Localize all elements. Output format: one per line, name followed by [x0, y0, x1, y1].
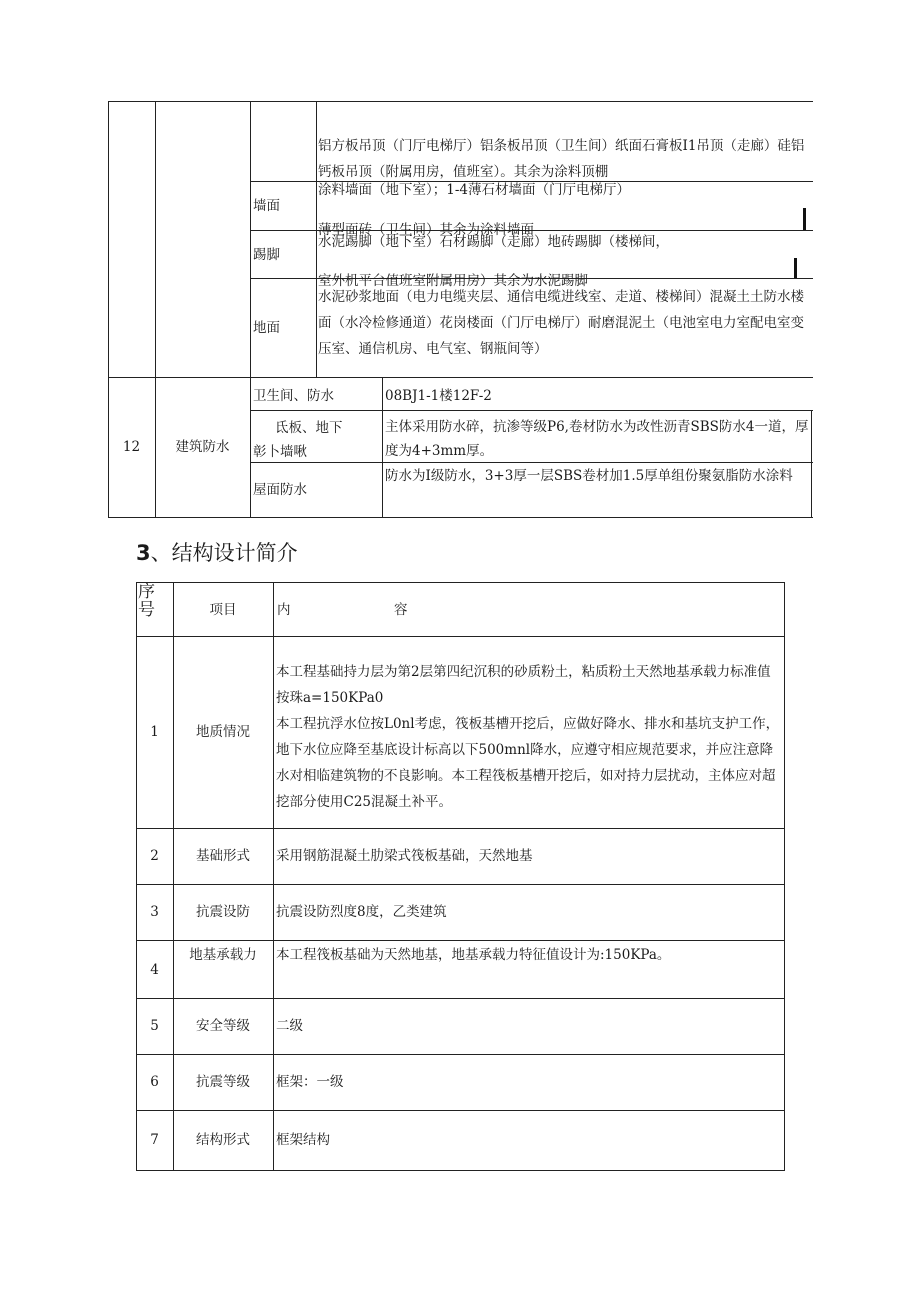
skirting-label: 踢脚	[253, 247, 280, 263]
wall-label: 墙面	[253, 198, 280, 214]
roof-waterproof-text: 防水为I级防水，3+3厚一层SBS卷材加1.5厚单组份聚氨脂防水涂料	[385, 468, 793, 484]
header-content-a: 内	[277, 602, 291, 618]
waterproof-category: 建筑防水	[175, 439, 230, 455]
row-6-content: 框架：一级	[276, 1074, 344, 1090]
row-3-no: 3	[150, 904, 159, 920]
basement-waterproof-label-line1: 氐板、地下	[275, 420, 343, 436]
skirting-text-line2: 室外机平台值班室附属用房）其余为水泥踢脚	[318, 273, 588, 289]
row-3-content: 抗震设防烈度8度，乙类建筑	[276, 904, 447, 920]
roof-waterproof-label: 屋面防水	[253, 482, 307, 498]
row-4-item: 地基承载力	[189, 947, 257, 963]
wall-text-line1: 涂料墙面（地下室）；1-4薄石材墙面（门厅电梯厅）	[318, 182, 630, 198]
floor-text: 水泥砂浆地面（电力电缆夹层、通信电缆进线室、走道、楼梯间）混凝土土防水楼面（水冷检修通道）花岗楼面（门厅电梯厅）耐磨混泥土（电池室电力室配电室变压室、通信机房、电气室、钢瓶间等）	[318, 289, 804, 357]
row-5-no: 5	[150, 1018, 159, 1034]
row-number-12: 12	[122, 439, 141, 455]
section-number: 3	[136, 541, 151, 565]
row-6-item: 抗震等级	[196, 1074, 250, 1090]
row-1-item: 地质情况	[196, 724, 250, 740]
row-1-no: 1	[150, 724, 159, 740]
ceiling-text: 铝方板吊顶（门厅电梯厅）铝条板吊顶（卫生间）纸面石膏板I1吊顶（走廊）硅铝钙板吊顶（附属用房，值班室）。其余为涂料顶棚	[318, 138, 805, 180]
row-2-item: 基础形式	[196, 848, 250, 864]
row-5-item: 安全等级	[196, 1018, 250, 1034]
section-separator: 、	[150, 541, 172, 565]
row-4-content: 本工程筏板基础为天然地基，地基承载力特征值设计为:150KPa。	[276, 947, 671, 963]
row-7-content: 框架结构	[276, 1132, 330, 1148]
section-title: 结构设计简介	[171, 541, 298, 565]
row-2-content: 采用钢筋混凝土肋梁式筏板基础，天然地基	[276, 848, 533, 864]
wall-text-line2: 薄型面砖（卫生间）其余为涂料墙面	[318, 222, 534, 238]
bathroom-waterproof-label: 卫生间、防水	[253, 388, 334, 404]
section-heading	[136, 537, 298, 567]
header-item: 项目	[209, 602, 237, 618]
basement-waterproof-label-line2: 彰卜墙啾	[253, 444, 307, 460]
header-no-line2: 号	[138, 600, 155, 620]
header-no-line1: 序	[138, 582, 155, 602]
row-5-content: 二级	[276, 1018, 303, 1034]
row-4-no: 4	[150, 962, 159, 978]
basement-waterproof-text: 主体采用防水碎，抗渗等级P6,卷材防水为改性沥青SBS防水4一道，厚度为4+3mm厚。	[385, 419, 809, 459]
row-6-no: 6	[150, 1074, 159, 1090]
bathroom-waterproof-text: 08BJ1-1楼12F-2	[385, 388, 492, 404]
floor-label: 地面	[253, 320, 280, 336]
skirting-text-line1: 水泥踢脚（地下室）石材踢脚（走廊）地砖踢脚（楼梯间，	[318, 234, 669, 250]
header-no	[138, 583, 155, 619]
row-1-content: 本工程基础持力层为第2层第四纪沉积的砂质粉土，粘质粉土天然地基承载力标准值按珠a=150KPa0 本工程抗浮水位按L0nl考虑，筏板基槽开挖后，应做好降水、排水和基坑支护工作，地下水位应降至基底设计标高以下500mnl降水，应遵守相应规范要求，并应注意降水对相临建筑物的不良影响。本工程筏板基槽开挖后，如对持力层扰动，主体应对超挖部分使用C25混凝土补平。	[276, 664, 780, 810]
row-3-item: 抗震设防	[196, 904, 250, 920]
row-7-item: 结构形式	[196, 1132, 250, 1148]
header-content-b: 容	[394, 602, 408, 618]
row-2-no: 2	[150, 848, 159, 864]
row-7-no: 7	[150, 1132, 159, 1148]
